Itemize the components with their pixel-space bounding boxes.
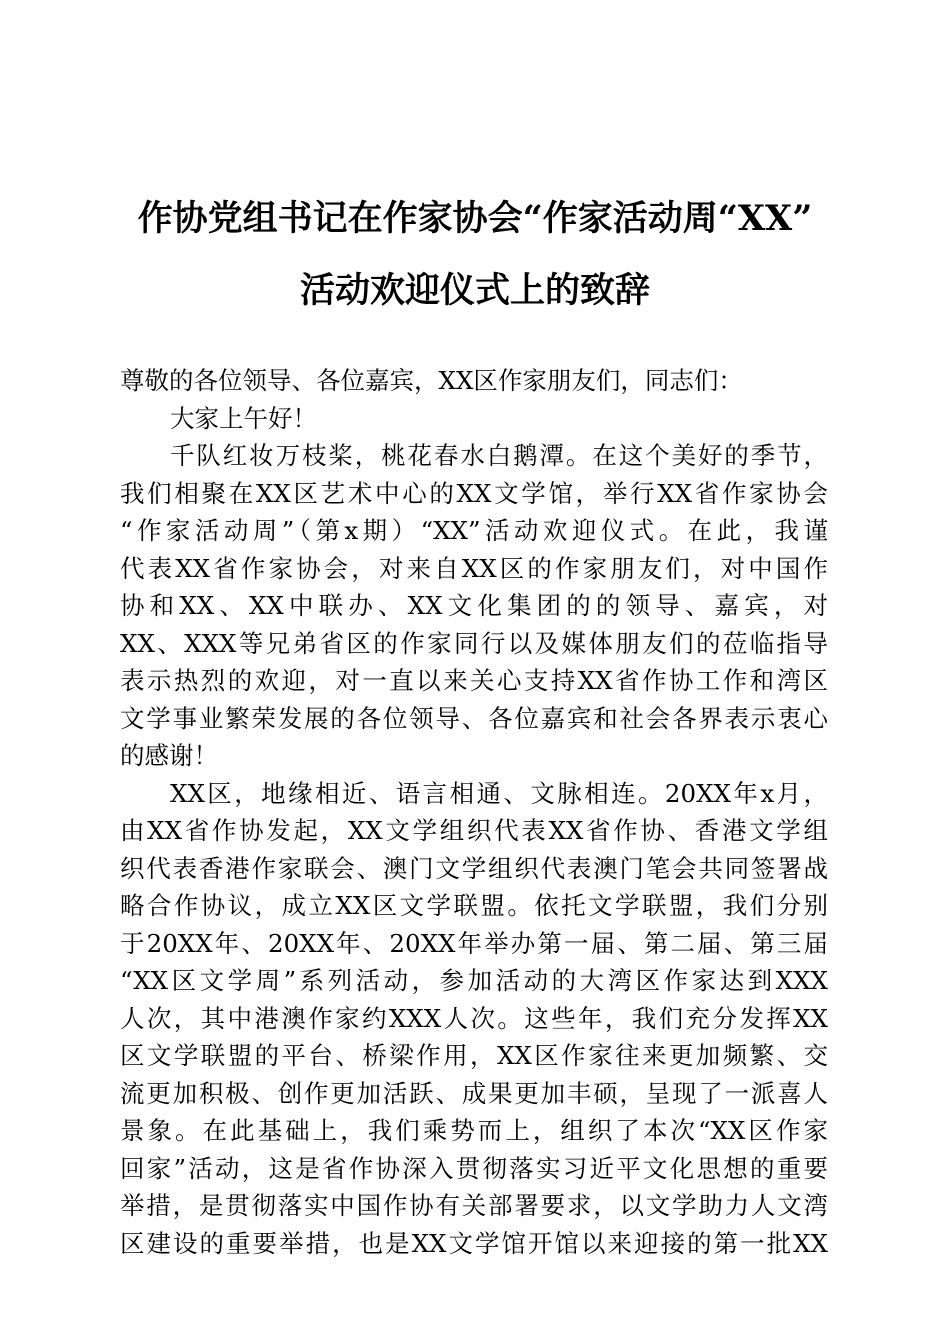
document-body: [120, 362, 828, 1262]
greeting-line: 大家上午好！: [170, 403, 317, 433]
paragraph-1-line-9: 的感谢！: [120, 741, 218, 770]
paragraph-1-line-4: 代表XX省作家协会，对来自XX区的作家朋友们，对中国作: [120, 553, 828, 583]
paragraph-2-line-6: “XX区文学周”系列活动，参加活动的大湾区作家达到XXX: [120, 966, 828, 995]
paragraph-2-line-5: 于20XX年、20XX年、20XX年举办第一届、第二届、第三届: [120, 928, 828, 958]
salutation-line: 尊敬的各位领导、各位嘉宾，XX区作家朋友们，同志们：: [120, 366, 743, 395]
paragraph-1-line-6: XX、XXX等兄弟省区的作家同行以及媒体朋友们的莅临指导: [120, 628, 828, 658]
paragraph-2-line-7: 人次，其中港澳作家约XXX人次。这些年，我们充分发挥XX: [120, 1003, 828, 1033]
paragraph-1-line-5: 协和XX、XX中联办、XX文化集团的的领导、嘉宾，对: [120, 591, 828, 620]
paragraph-1-line-1: 千队红妆万枝桨，桃花春水白鹅潭。在这个美好的季节，: [170, 441, 828, 470]
paragraph-1-line-7: 表示热烈的欢迎，对一直以来关心支持XX省作协工作和湾区: [120, 666, 828, 695]
document-title-line-1: 作协党组书记在作家协会“作家活动周“XX”: [137, 198, 813, 239]
paragraph-2-line-1: XX区，地缘相近、语言相通、文脉相连。20XX年x月，: [170, 778, 828, 808]
document-title-line-2: 活动欢迎仪式上的致辞: [299, 270, 650, 311]
paragraph-2-line-8: 区文学联盟的平台、桥梁作用，XX区作家往来更加频繁、交: [120, 1041, 828, 1070]
paragraph-2-line-11: 回家”活动，这是省作协深入贯彻落实习近平文化思想的重要: [120, 1153, 828, 1183]
paragraph-1-line-2: 我们相聚在XX区艺术中心的XX文学馆，举行XX省作家协会: [120, 478, 828, 508]
paragraph-2-line-4: 略合作协议，成立XX区文学联盟。依托文学联盟，我们分别: [120, 891, 828, 920]
paragraph-2-line-2: 由XX省作协发起，XX文学组织代表XX省作协、香港文学组: [120, 816, 828, 845]
paragraph-2-line-9: 流更加积极、创作更加活跃、成果更加丰硕，呈现了一派喜人: [120, 1078, 828, 1108]
paragraph-2-line-12: 举措，是贯彻落实中国作协有关部署要求，以文学助力人文湾: [120, 1191, 828, 1220]
paragraph-1-line-8: 文学事业繁荣发展的各位领导、各位嘉宾和社会各界表示衷心: [120, 703, 828, 733]
paragraph-1-line-3: “作家活动周”（第x期）“XX”活动欢迎仪式。在此，我谨: [120, 516, 828, 545]
paragraph-2-line-3: 织代表香港作家联会、澳门文学组织代表澳门笔会共同签署战: [120, 853, 828, 883]
paragraph-2-line-10: 景象。在此基础上，我们乘势而上，组织了本次“XX区作家: [120, 1116, 828, 1145]
paragraph-2-line-13: 区建设的重要举措，也是XX文学馆开馆以来迎接的第一批XX: [120, 1228, 828, 1258]
